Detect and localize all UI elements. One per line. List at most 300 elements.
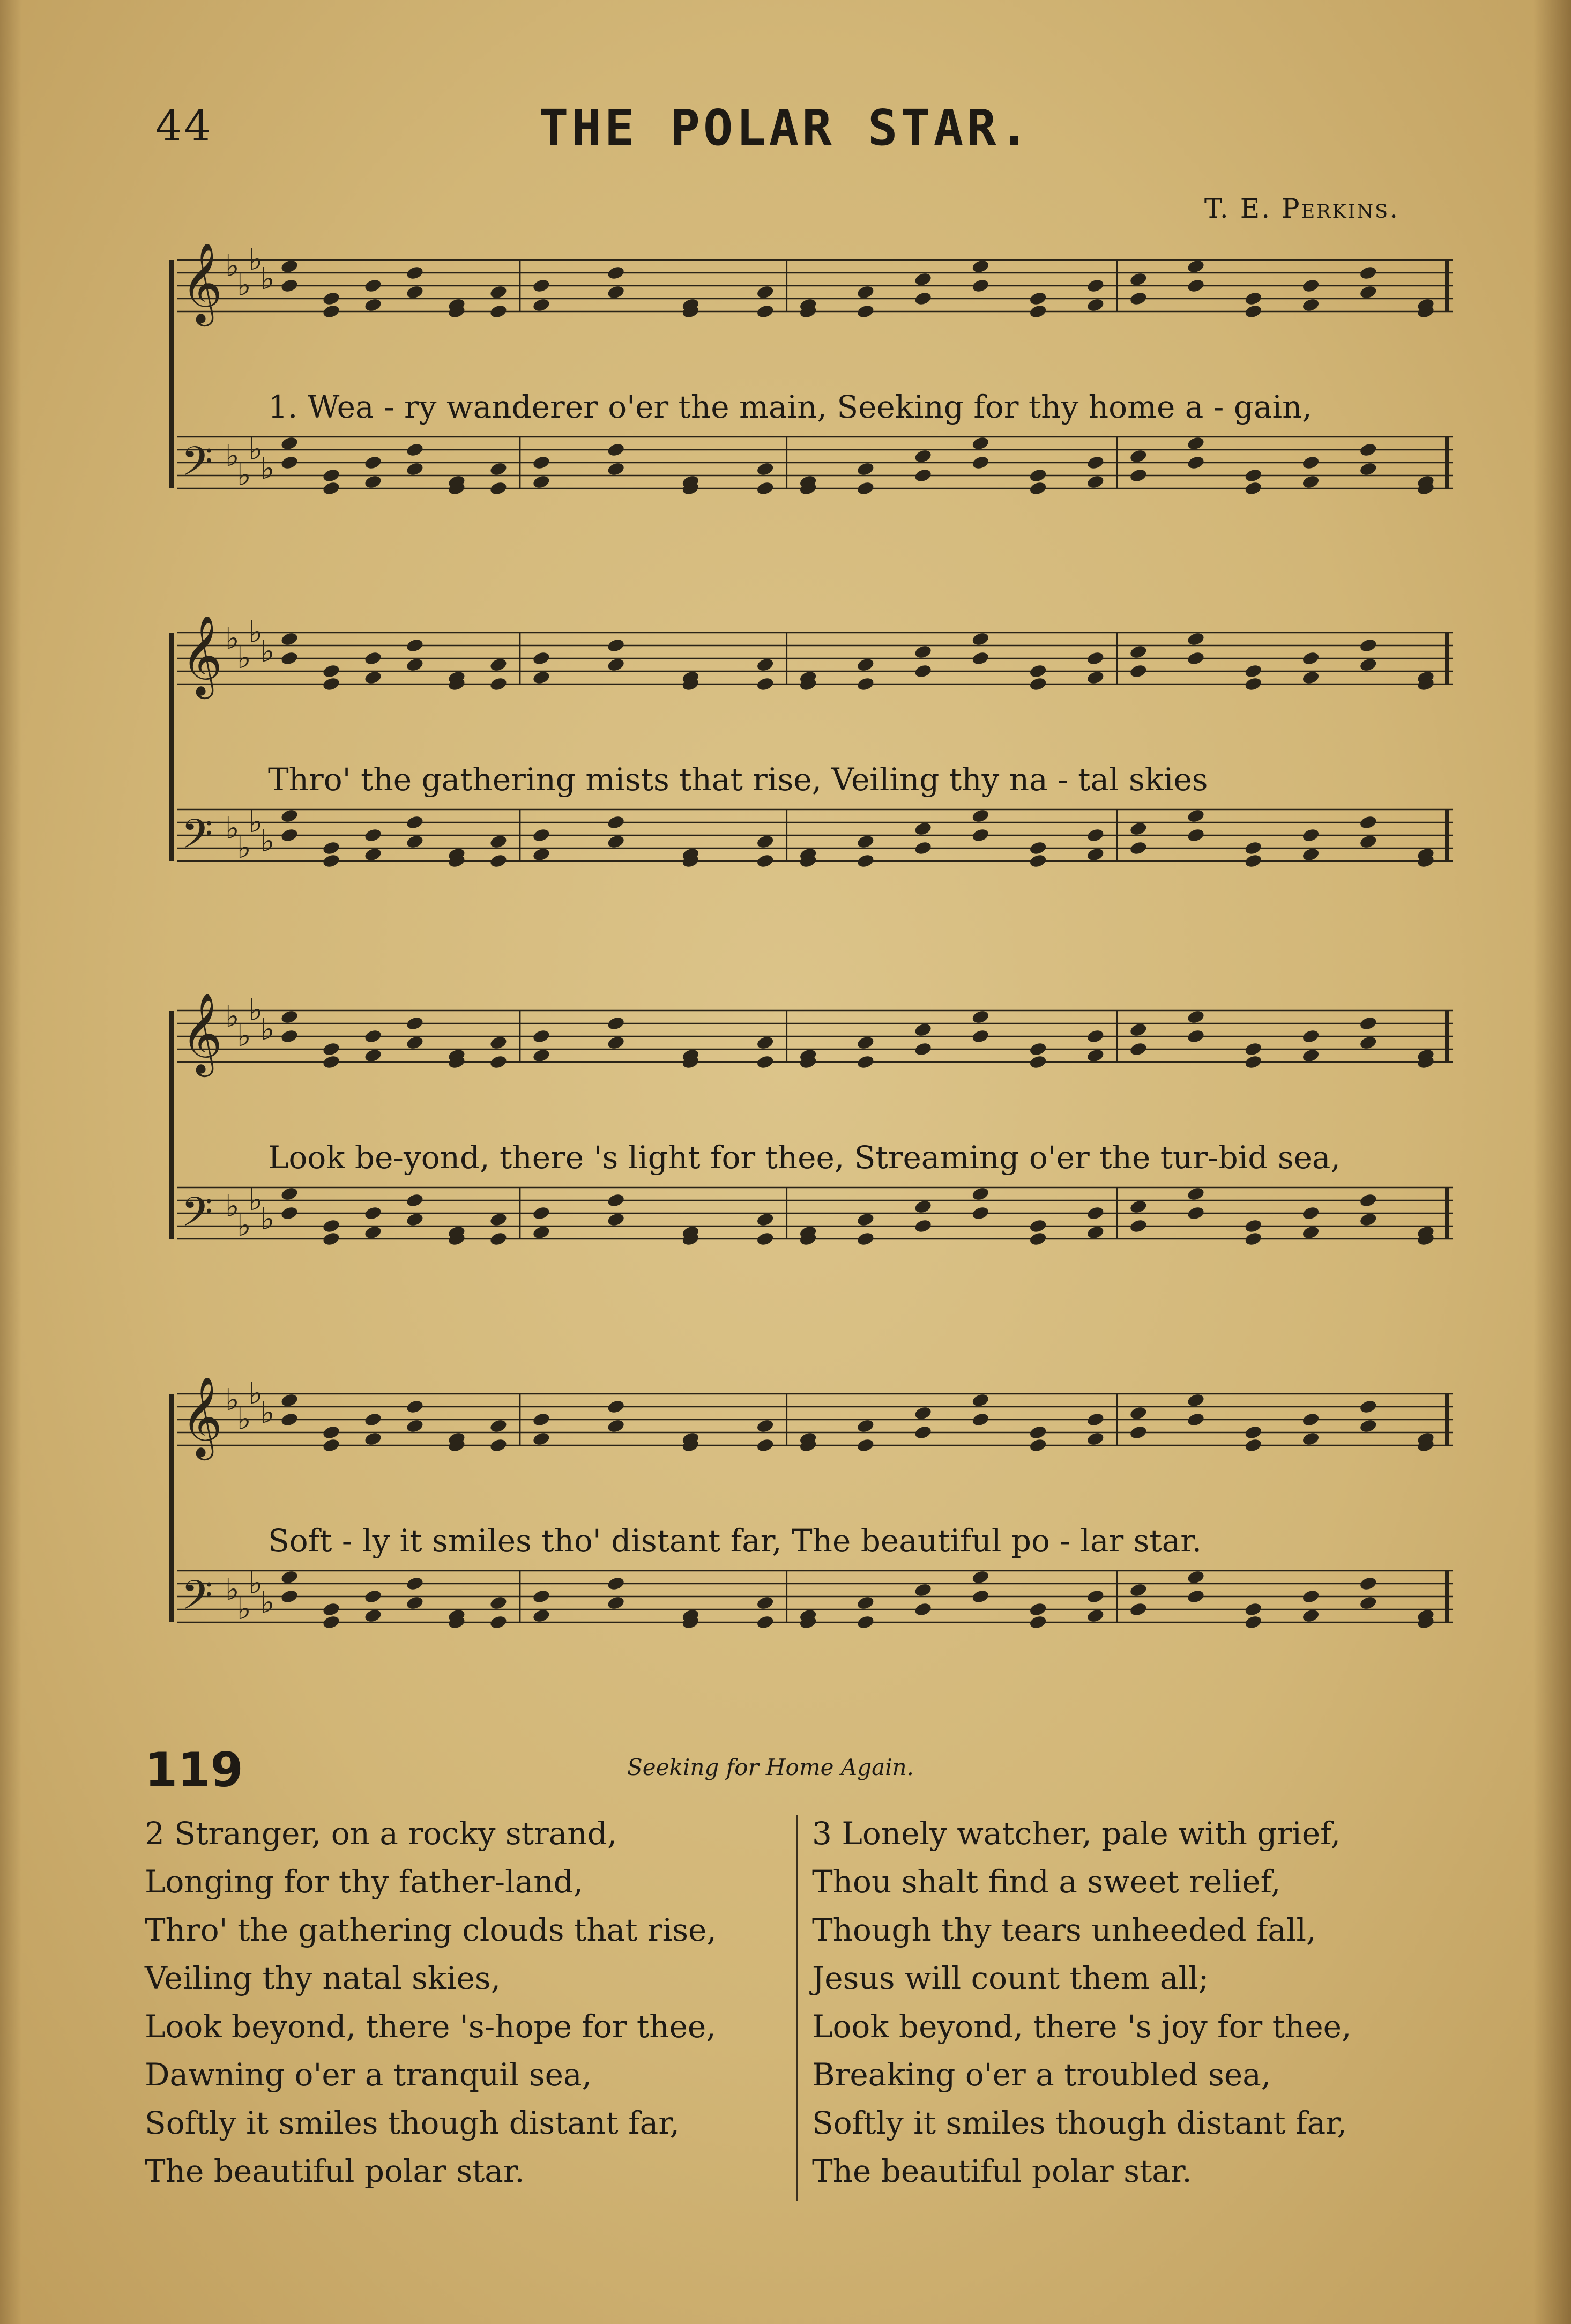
note-head [914, 1022, 933, 1037]
note-head [322, 480, 340, 496]
note-head [856, 1054, 875, 1070]
note-head [280, 1588, 299, 1604]
note-head [322, 840, 340, 856]
note-head [607, 657, 626, 672]
note-head [489, 676, 508, 692]
note-head [1086, 1588, 1105, 1604]
note-head [322, 853, 340, 868]
treble-clef-icon: 𝄞 [181, 994, 222, 1074]
note-head [363, 1048, 382, 1063]
note-head [405, 1595, 424, 1610]
note-head [971, 455, 990, 470]
note-head [489, 1418, 508, 1434]
note-head [363, 1608, 382, 1623]
note-head [1359, 814, 1378, 830]
note-head [1187, 1569, 1205, 1585]
note-head [532, 297, 550, 313]
note-head [322, 1437, 340, 1453]
note-head [322, 1424, 340, 1440]
verse-line: Jesus will count them all; [812, 1960, 1209, 1996]
note-head [971, 650, 990, 666]
verse-line: 3 Lonely watcher, pale with grief, [812, 1815, 1341, 1852]
note-head [914, 1424, 933, 1440]
note-head [532, 650, 550, 666]
verse-line: Look beyond, there 's joy for thee, [812, 2008, 1352, 2045]
note-head [756, 1418, 775, 1434]
note-head [914, 467, 933, 483]
note-head [856, 1212, 875, 1227]
note-head [1086, 827, 1105, 843]
music-staves [161, 244, 1458, 614]
note-head [756, 1595, 775, 1610]
note-head [405, 461, 424, 477]
note-head [363, 297, 382, 313]
note-head [1301, 670, 1320, 685]
verse-line: 2 Stranger, on a rocky strand, [145, 1815, 617, 1852]
note-head [1244, 1601, 1263, 1617]
note-head [1187, 258, 1205, 274]
note-head [971, 278, 990, 293]
note-head [1187, 1392, 1205, 1408]
note-head [856, 1437, 875, 1453]
note-head [1086, 670, 1105, 685]
verse-line: Softly it smiles though distant far, [812, 2105, 1347, 2141]
note-head [280, 1186, 299, 1201]
note-head [280, 1412, 299, 1427]
flat-icon: ♭ [249, 244, 263, 277]
note-head [856, 480, 875, 496]
note-head [405, 442, 424, 457]
note-head [756, 1231, 775, 1246]
note-head [1301, 827, 1320, 843]
note-head [914, 1199, 933, 1214]
note-head [532, 827, 550, 843]
page-edge-left [0, 0, 21, 2324]
flat-icon: ♭ [260, 1395, 275, 1430]
note-head [1129, 840, 1148, 856]
flat-icon: ♭ [260, 1585, 275, 1620]
flat-icon: ♭ [249, 617, 263, 650]
note-head [489, 834, 508, 849]
note-head [1187, 1028, 1205, 1044]
note-head [1359, 284, 1378, 300]
note-head [1029, 663, 1047, 679]
note-head [607, 265, 626, 280]
flat-icon: ♭ [237, 1402, 251, 1437]
note-head [1359, 1418, 1378, 1434]
note-head [1301, 1224, 1320, 1240]
music-system-2 [161, 617, 1458, 986]
note-head [532, 1431, 550, 1446]
note-head [607, 284, 626, 300]
note-head [1029, 1437, 1047, 1453]
note-head [280, 631, 299, 647]
note-head [1187, 1205, 1205, 1221]
flat-icon: ♭ [237, 830, 251, 865]
note-head [914, 271, 933, 287]
note-head [532, 1048, 550, 1063]
verse-line: Thro' the gathering clouds that rise, [145, 1912, 717, 1948]
note-head [607, 1418, 626, 1434]
music-system-4 [161, 1378, 1458, 1748]
note-head [607, 442, 626, 457]
note-head [322, 1054, 340, 1070]
music-system-1 [161, 244, 1458, 614]
verse-line: Breaking o'er a troubled sea, [812, 2056, 1271, 2093]
treble-clef-icon: 𝄞 [181, 1378, 222, 1457]
note-head [1187, 631, 1205, 647]
note-head [756, 461, 775, 477]
note-head [363, 278, 382, 293]
note-head [1029, 1424, 1047, 1440]
note-head [280, 435, 299, 451]
note-head [1029, 853, 1047, 868]
note-head [856, 284, 875, 300]
flat-icon: ♭ [225, 621, 240, 656]
bass-clef-icon: 𝄢 [181, 1571, 213, 1629]
note-head [1086, 278, 1105, 293]
note-head [1029, 1231, 1047, 1246]
music-staves [161, 994, 1458, 1364]
note-head [489, 1595, 508, 1610]
note-head [280, 1569, 299, 1585]
note-head [1244, 1231, 1263, 1246]
note-head [363, 1028, 382, 1044]
verse-line: Longing for thy father-land, [145, 1863, 584, 1900]
note-head [1187, 827, 1205, 843]
note-head [1301, 1431, 1320, 1446]
note-head [914, 840, 933, 856]
note-head [1129, 1218, 1148, 1234]
note-head [363, 1205, 382, 1221]
note-head [1359, 1595, 1378, 1610]
note-head [607, 1015, 626, 1031]
note-head [971, 631, 990, 647]
flat-icon: ♭ [260, 1012, 275, 1047]
note-head [1301, 278, 1320, 293]
note-head [489, 853, 508, 868]
note-head [971, 827, 990, 843]
note-head [405, 1192, 424, 1208]
note-head [1244, 853, 1263, 868]
note-head [1086, 1028, 1105, 1044]
treble-clef-icon: 𝄞 [181, 244, 222, 323]
note-head [1129, 271, 1148, 287]
note-head [322, 1601, 340, 1617]
note-head [1086, 474, 1105, 489]
flat-icon: ♭ [249, 1183, 263, 1217]
note-head [1359, 657, 1378, 672]
note-head [1029, 1218, 1047, 1234]
note-head [1129, 1022, 1148, 1037]
note-head [1301, 1048, 1320, 1063]
note-head [489, 1231, 508, 1246]
note-head [1359, 1212, 1378, 1227]
note-head [607, 637, 626, 653]
note-head [1244, 1437, 1263, 1453]
note-head [756, 1212, 775, 1227]
note-head [1301, 297, 1320, 313]
note-head [756, 657, 775, 672]
flat-icon: ♭ [225, 811, 240, 846]
note-head [405, 1212, 424, 1227]
note-head [363, 1224, 382, 1240]
bass-clef-icon: 𝄢 [181, 810, 213, 868]
note-head [532, 474, 550, 489]
note-head [856, 1595, 875, 1610]
note-head [1029, 1614, 1047, 1630]
note-head [532, 1224, 550, 1240]
verse-line: Veiling thy natal skies, [145, 1960, 501, 1996]
note-head [1301, 1608, 1320, 1623]
note-head [1029, 1041, 1047, 1057]
note-head [532, 670, 550, 685]
hymn-number: 119 [145, 1742, 243, 1798]
note-head [1086, 297, 1105, 313]
note-head [280, 1009, 299, 1024]
note-head [1359, 1576, 1378, 1591]
note-head [1129, 663, 1148, 679]
note-head [1244, 1424, 1263, 1440]
note-head [363, 847, 382, 862]
note-head [856, 461, 875, 477]
flat-icon: ♭ [249, 432, 263, 467]
note-head [489, 303, 508, 319]
note-head [607, 1192, 626, 1208]
note-head [1359, 461, 1378, 477]
note-head [914, 644, 933, 659]
note-head [1029, 480, 1047, 496]
note-head [1129, 1424, 1148, 1440]
note-head [971, 1392, 990, 1408]
note-head [1129, 821, 1148, 836]
note-head [280, 258, 299, 274]
note-head [1244, 303, 1263, 319]
note-head [1187, 435, 1205, 451]
note-head [1244, 676, 1263, 692]
flat-icon: ♭ [249, 1378, 263, 1411]
page-edge-right [1533, 0, 1571, 2324]
note-head [405, 1035, 424, 1050]
note-head [1129, 1582, 1148, 1598]
note-head [1086, 1224, 1105, 1240]
note-head [1187, 1186, 1205, 1201]
note-head [756, 1614, 775, 1630]
note-head [607, 1035, 626, 1050]
flat-icon: ♭ [249, 1566, 263, 1601]
note-head [1301, 455, 1320, 470]
note-head [756, 834, 775, 849]
note-head [1244, 467, 1263, 483]
note-head [856, 853, 875, 868]
note-head [1029, 467, 1047, 483]
note-head [856, 1614, 875, 1630]
note-head [1086, 1608, 1105, 1623]
page-number: 44 [155, 102, 213, 150]
note-head [405, 637, 424, 653]
note-head [756, 284, 775, 300]
flat-icon: ♭ [225, 249, 240, 284]
verse-line: Look beyond, there 's-hope for thee, [145, 2008, 716, 2045]
note-head [280, 278, 299, 293]
note-head [1187, 1412, 1205, 1427]
note-head [856, 303, 875, 319]
flat-icon: ♭ [237, 641, 251, 675]
note-head [322, 1218, 340, 1234]
flat-icon: ♭ [237, 458, 251, 493]
note-head [489, 284, 508, 300]
verse-3 [812, 1809, 1351, 2195]
note-head [1187, 1588, 1205, 1604]
note-head [280, 1392, 299, 1408]
lyric-line: Thro' the gathering mists that rise, Veiling thy na - tal skies [268, 761, 1208, 798]
note-head [607, 1399, 626, 1414]
note-head [1029, 303, 1047, 319]
flat-icon: ♭ [249, 994, 263, 1028]
note-head [532, 278, 550, 293]
note-head [914, 291, 933, 306]
note-head [1086, 1048, 1105, 1063]
note-head [1086, 847, 1105, 862]
note-head [405, 265, 424, 280]
flat-icon: ♭ [225, 999, 240, 1034]
note-head [756, 1437, 775, 1453]
note-head [1129, 1601, 1148, 1617]
note-head [756, 303, 775, 319]
note-head [971, 1028, 990, 1044]
music-staves [161, 1378, 1458, 1748]
note-head [405, 657, 424, 672]
note-head [1086, 1412, 1105, 1427]
note-head [1359, 1399, 1378, 1414]
note-head [405, 834, 424, 849]
note-head [1029, 1601, 1047, 1617]
note-head [322, 1231, 340, 1246]
verse-line: Dawning o'er a tranquil sea, [145, 2056, 592, 2093]
note-head [489, 1212, 508, 1227]
note-head [1359, 637, 1378, 653]
note-head [532, 1205, 550, 1221]
note-head [1086, 1205, 1105, 1221]
note-head [1244, 840, 1263, 856]
flat-icon: ♭ [225, 1383, 240, 1417]
note-head [1187, 455, 1205, 470]
note-head [756, 853, 775, 868]
note-head [1301, 1588, 1320, 1604]
note-head [405, 1015, 424, 1031]
note-head [914, 1582, 933, 1598]
flat-icon: ♭ [237, 268, 251, 303]
note-head [1359, 442, 1378, 457]
note-head [363, 1412, 382, 1427]
note-head [1029, 840, 1047, 856]
treble-clef-icon: 𝄞 [181, 617, 222, 696]
note-head [756, 1035, 775, 1050]
note-head [607, 1576, 626, 1591]
note-head [914, 1041, 933, 1057]
note-head [280, 808, 299, 823]
note-head [1244, 663, 1263, 679]
note-head [971, 1205, 990, 1221]
note-head [1359, 1015, 1378, 1031]
flat-icon: ♭ [237, 1208, 251, 1243]
note-head [856, 1231, 875, 1246]
note-head [1129, 467, 1148, 483]
note-head [971, 1569, 990, 1585]
verse-line: Though thy tears unheeded fall, [812, 1912, 1316, 1948]
note-head [971, 1186, 990, 1201]
note-head [280, 827, 299, 843]
note-head [1244, 1614, 1263, 1630]
note-head [532, 847, 550, 862]
note-head [1301, 1028, 1320, 1044]
note-head [607, 1595, 626, 1610]
note-head [1129, 291, 1148, 306]
note-head [363, 670, 382, 685]
note-head [1359, 1035, 1378, 1050]
note-head [322, 467, 340, 483]
note-head [1359, 1192, 1378, 1208]
note-head [322, 303, 340, 319]
note-head [971, 1009, 990, 1024]
note-head [1301, 1205, 1320, 1221]
hymn-subtitle: Seeking for Home Again. [627, 1754, 914, 1780]
note-head [607, 1212, 626, 1227]
note-head [756, 676, 775, 692]
bass-clef-icon: 𝄢 [181, 437, 213, 495]
note-head [405, 1418, 424, 1434]
note-head [914, 448, 933, 464]
flat-icon: ♭ [237, 1019, 251, 1053]
note-head [322, 676, 340, 692]
note-head [971, 435, 990, 451]
note-head [914, 1601, 933, 1617]
note-head [405, 284, 424, 300]
note-head [532, 1588, 550, 1604]
note-head [1187, 650, 1205, 666]
note-head [1129, 1199, 1148, 1214]
note-head [607, 834, 626, 849]
flat-icon: ♭ [225, 1572, 240, 1607]
note-head [1086, 1431, 1105, 1446]
note-head [756, 480, 775, 496]
verse-line: Softly it smiles though distant far, [145, 2105, 680, 2141]
verse-line: The beautiful polar star. [812, 2153, 1192, 2189]
note-head [1244, 1054, 1263, 1070]
note-head [1029, 676, 1047, 692]
note-head [280, 455, 299, 470]
note-head [1244, 291, 1263, 306]
note-head [1301, 650, 1320, 666]
note-head [971, 808, 990, 823]
note-head [756, 1054, 775, 1070]
note-head [1029, 291, 1047, 306]
note-head [405, 814, 424, 830]
note-head [1086, 650, 1105, 666]
verse-line: The beautiful polar star. [145, 2153, 525, 2189]
note-head [914, 1218, 933, 1234]
verse-divider [796, 1815, 798, 2201]
note-head [322, 1041, 340, 1057]
note-head [489, 1437, 508, 1453]
note-head [1129, 1405, 1148, 1421]
note-head [363, 1431, 382, 1446]
note-head [856, 1418, 875, 1434]
note-head [1086, 455, 1105, 470]
flat-icon: ♭ [225, 1189, 240, 1224]
note-head [280, 1205, 299, 1221]
note-head [489, 1035, 508, 1050]
